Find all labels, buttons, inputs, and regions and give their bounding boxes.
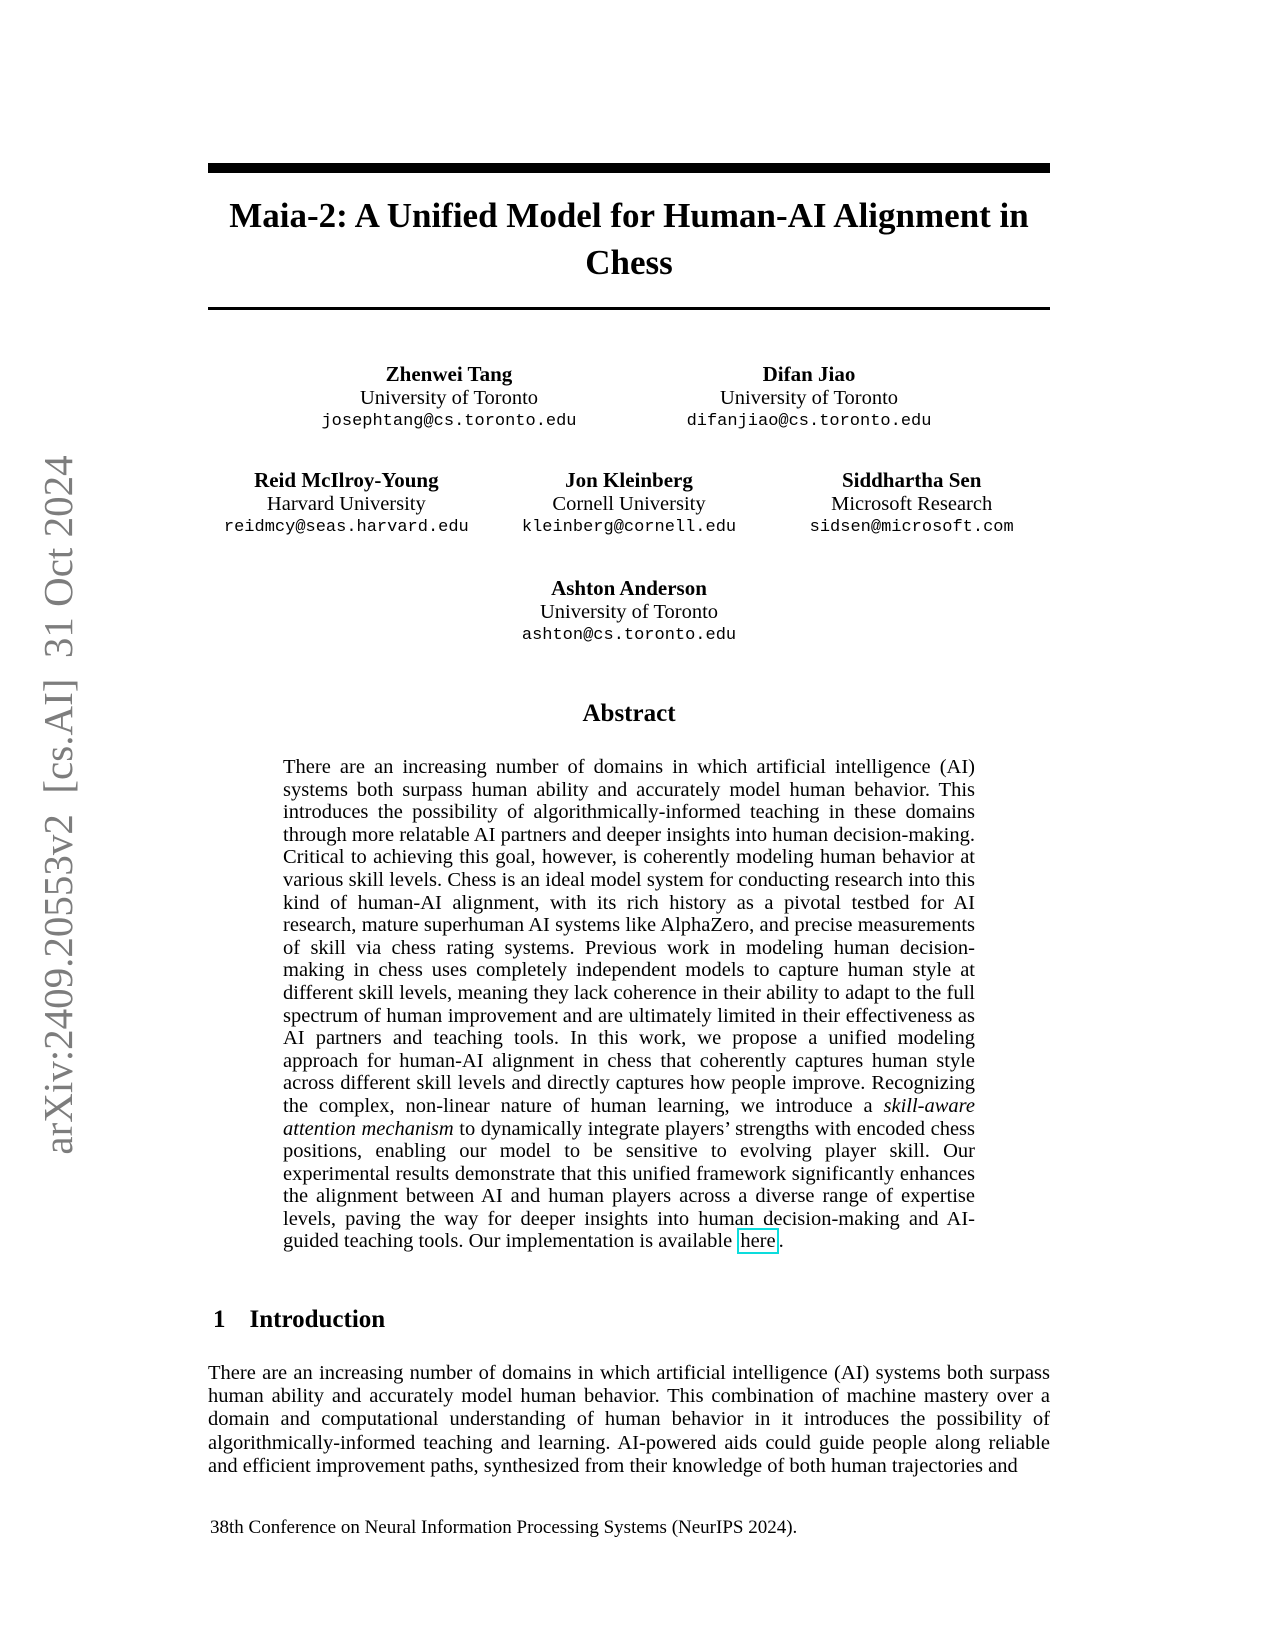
author-card xyxy=(291,362,607,433)
author-name: Zhenwei Tang xyxy=(385,362,513,386)
abstract-text-part2: to dynamically integrate players’ strengths with encoded chess positions, enabling our model to be sensitive to evolving player skill. Our experimental results demonstrate that this unified framework significantly enhances the alignment between AI and human players across a diverse range of expertise levels, paving the way for deeper insights into human decision-making and AI-guided teaching tools. Our implementation is available xyxy=(283,1117,975,1253)
author-email: kleinberg@cornell.edu xyxy=(521,518,737,537)
conference-footer: 38th Conference on Neural Information Processing Systems (NeurIPS 2024). xyxy=(210,1517,798,1538)
author-card xyxy=(491,468,768,539)
author-name: Reid McIlroy-Young xyxy=(254,468,439,492)
author-affiliation: University of Toronto xyxy=(719,387,899,409)
author-email: ashton@cs.toronto.edu xyxy=(521,626,737,645)
author-row-3 xyxy=(208,576,1050,647)
arxiv-watermark: arXiv:2409.20553v2 [cs.AI] 31 Oct 2024 xyxy=(35,455,81,1155)
paper-title xyxy=(208,192,1050,286)
author-name: Ashton Anderson xyxy=(551,576,707,600)
paper-title-line1: Maia-2: A Unified Model for Human-AI Alignment in xyxy=(229,196,1029,235)
author-card xyxy=(651,362,967,433)
section-title: Introduction xyxy=(249,1306,386,1333)
abstract-heading: Abstract xyxy=(582,700,676,727)
author-row-2 xyxy=(208,468,1050,539)
abstract-text xyxy=(283,756,975,1253)
author-card xyxy=(471,576,787,647)
author-email: sidsen@microsoft.com xyxy=(809,518,1014,537)
author-row-1 xyxy=(208,362,1050,433)
author-email: difanjiao@cs.toronto.edu xyxy=(686,412,932,431)
author-card xyxy=(208,468,485,539)
title-rule-top xyxy=(208,163,1050,173)
abstract-text-end: . xyxy=(778,1230,784,1253)
skill-aware-attention-italic: skill-aware attention mechanism xyxy=(283,1094,975,1140)
section-heading-introduction xyxy=(213,1306,385,1334)
implementation-here-link[interactable]: here xyxy=(737,1228,778,1254)
author-name: Jon Kleinberg xyxy=(565,468,693,492)
author-email: reidmcy@seas.harvard.edu xyxy=(223,518,469,537)
author-affiliation: Microsoft Research xyxy=(831,493,993,515)
author-name: Siddhartha Sen xyxy=(841,468,982,492)
author-affiliation: University of Toronto xyxy=(359,387,539,409)
author-card xyxy=(773,468,1050,539)
author-email: josephtang@cs.toronto.edu xyxy=(321,412,577,431)
section-number: 1 xyxy=(213,1306,226,1333)
title-rule-bottom xyxy=(208,307,1050,310)
introduction-paragraph: There are an increasing number of domains in which artificial intelligence (AI) systems both surpass human ability and accurately model human behavior. This combination of machine mastery over a domain and computational understanding of human behavior in it introduces the possibility of algorithmically-informed teaching and learning. AI-powered aids could guide people along reliable and efficient improvement paths, synthesized from their knowledge of both human trajectories and xyxy=(208,1362,1050,1477)
author-affiliation: University of Toronto xyxy=(539,601,719,623)
author-affiliation: Harvard University xyxy=(266,493,426,515)
abstract-text-part1: There are an increasing number of domains in which artificial intelligence (AI) systems both surpass human ability and accurately model human behavior. This introduces the possibility of algorithmically-informed teaching in these domains through more relatable AI partners and deeper insights into human decision-making. Critical to achieving this goal, however, is coherently modeling human behavior at various skill levels. Chess is an ideal model system for conducting research into this kind of human-AI alignment, with its rich history as a pivotal testbed for AI research, mature superhuman AI systems like AlphaZero, and precise measurements of skill via chess rating systems. Previous work in modeling human decision-making in chess uses completely independent models to capture human style at different skill levels, meaning they lack coherence in their ability to adapt to the full spectrum of human improvement and are ultimately limited in their effectiveness as AI partners and teaching tools. In this work, we propose a unified modeling approach for human-AI alignment in chess that coherently captures human style across different skill levels and directly captures how people improve. Recognizing the complex, non-linear nature of human learning, we introduce a xyxy=(283,756,975,1117)
paper-title-line2: Chess xyxy=(585,243,673,282)
author-name: Difan Jiao xyxy=(762,362,856,386)
author-affiliation: Cornell University xyxy=(552,493,706,515)
